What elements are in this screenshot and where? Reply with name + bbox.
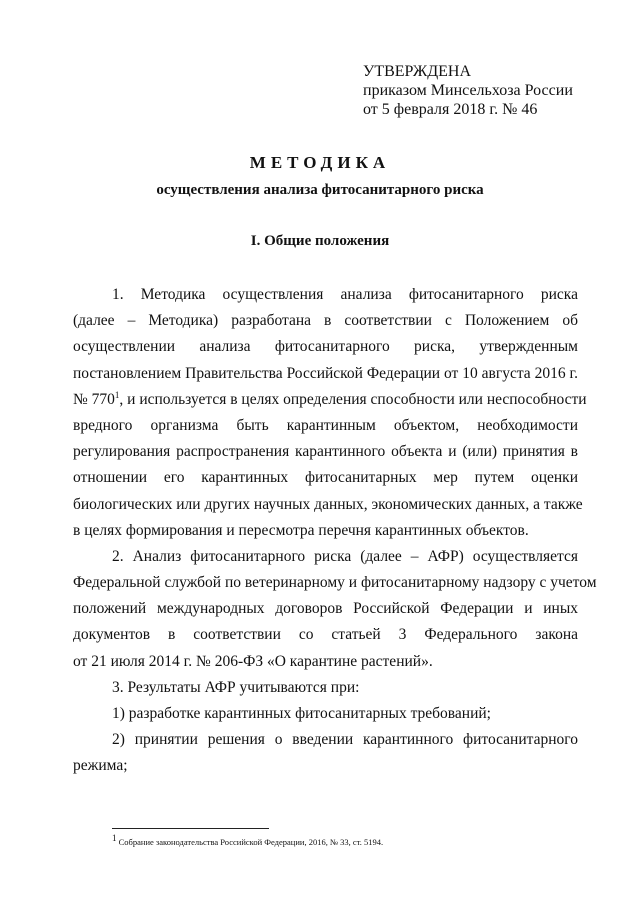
text-line: положений международных договоров Российской Федерации и иных <box>73 600 578 618</box>
text-line: постановлением Правительства Российской Федерации от 10 августа 2016 г. <box>73 364 578 382</box>
paragraph-2 <box>73 544 597 675</box>
approval-order: приказом Минсельхоза России <box>363 82 573 99</box>
text-fragment: № 770 <box>73 390 115 408</box>
section-heading: I. Общие положения <box>250 233 390 249</box>
text-fragment: , и используется в целях определения способности или неспособности <box>119 390 587 408</box>
document-body <box>73 282 597 780</box>
text-line: 2. Анализ фитосанитарного риска (далее – АФР) осуществляется <box>112 547 578 565</box>
text-line: осуществлении анализа фитосанитарного риска, утвержденным <box>73 338 578 356</box>
text-line: 2) принятии решения о введении карантинного фитосанитарного <box>112 731 578 749</box>
text-line: отношении его карантинных фитосанитарных мер путем оценки <box>73 469 578 487</box>
approval-stamp <box>363 62 573 119</box>
footnote-divider <box>112 828 269 829</box>
paragraph-3: 3. Результаты АФР учитываются при: <box>112 678 360 696</box>
text-line: 1. Методика осуществления анализа фитосанитарного риска <box>112 286 578 303</box>
footnote-marker: 1 <box>112 833 117 844</box>
text-line: режима; <box>73 757 128 775</box>
footnote-text: Собрание законодательства Российской Федерации, 2016, № 33, ст. 5194. <box>116 837 384 847</box>
text-line: от 21 июля 2014 г. № 206-ФЗ «О карантине растений». <box>73 652 433 670</box>
approval-title: УТВЕРЖДЕНА <box>363 63 472 80</box>
text-line: Федеральной службой по ветеринарному и фитосанитарному надзору с учетом <box>73 574 597 592</box>
text-line: (далее – Методика) разработана в соответствии с Положением об <box>73 312 578 330</box>
text-line: биологических или других научных данных, экономических данных, а также <box>73 495 583 513</box>
list-item-1: 1) разработке карантинных фитосанитарных требований; <box>112 705 491 722</box>
text-line: регулирования распространения карантинного объекта и (или) принятия в <box>73 443 578 461</box>
approval-date: от 5 февраля 2018 г. № 46 <box>363 101 538 118</box>
document-title: МЕТОДИКА <box>249 153 391 172</box>
footnote-reference: 1 <box>114 389 120 400</box>
list-item-2 <box>73 727 578 779</box>
text-line: в целях формирования и пересмотра перечня карантинных объектов. <box>73 521 529 539</box>
paragraph-1 <box>73 282 587 544</box>
text-line: вредного организма быть карантинным объектом, необходимости <box>73 416 578 434</box>
text-line <box>73 387 587 413</box>
document-subtitle: осуществления анализа фитосанитарного риска <box>156 182 484 198</box>
footnote <box>112 833 384 847</box>
text-line: документов в соответствии со статьей 3 Федерального закона <box>73 626 578 644</box>
